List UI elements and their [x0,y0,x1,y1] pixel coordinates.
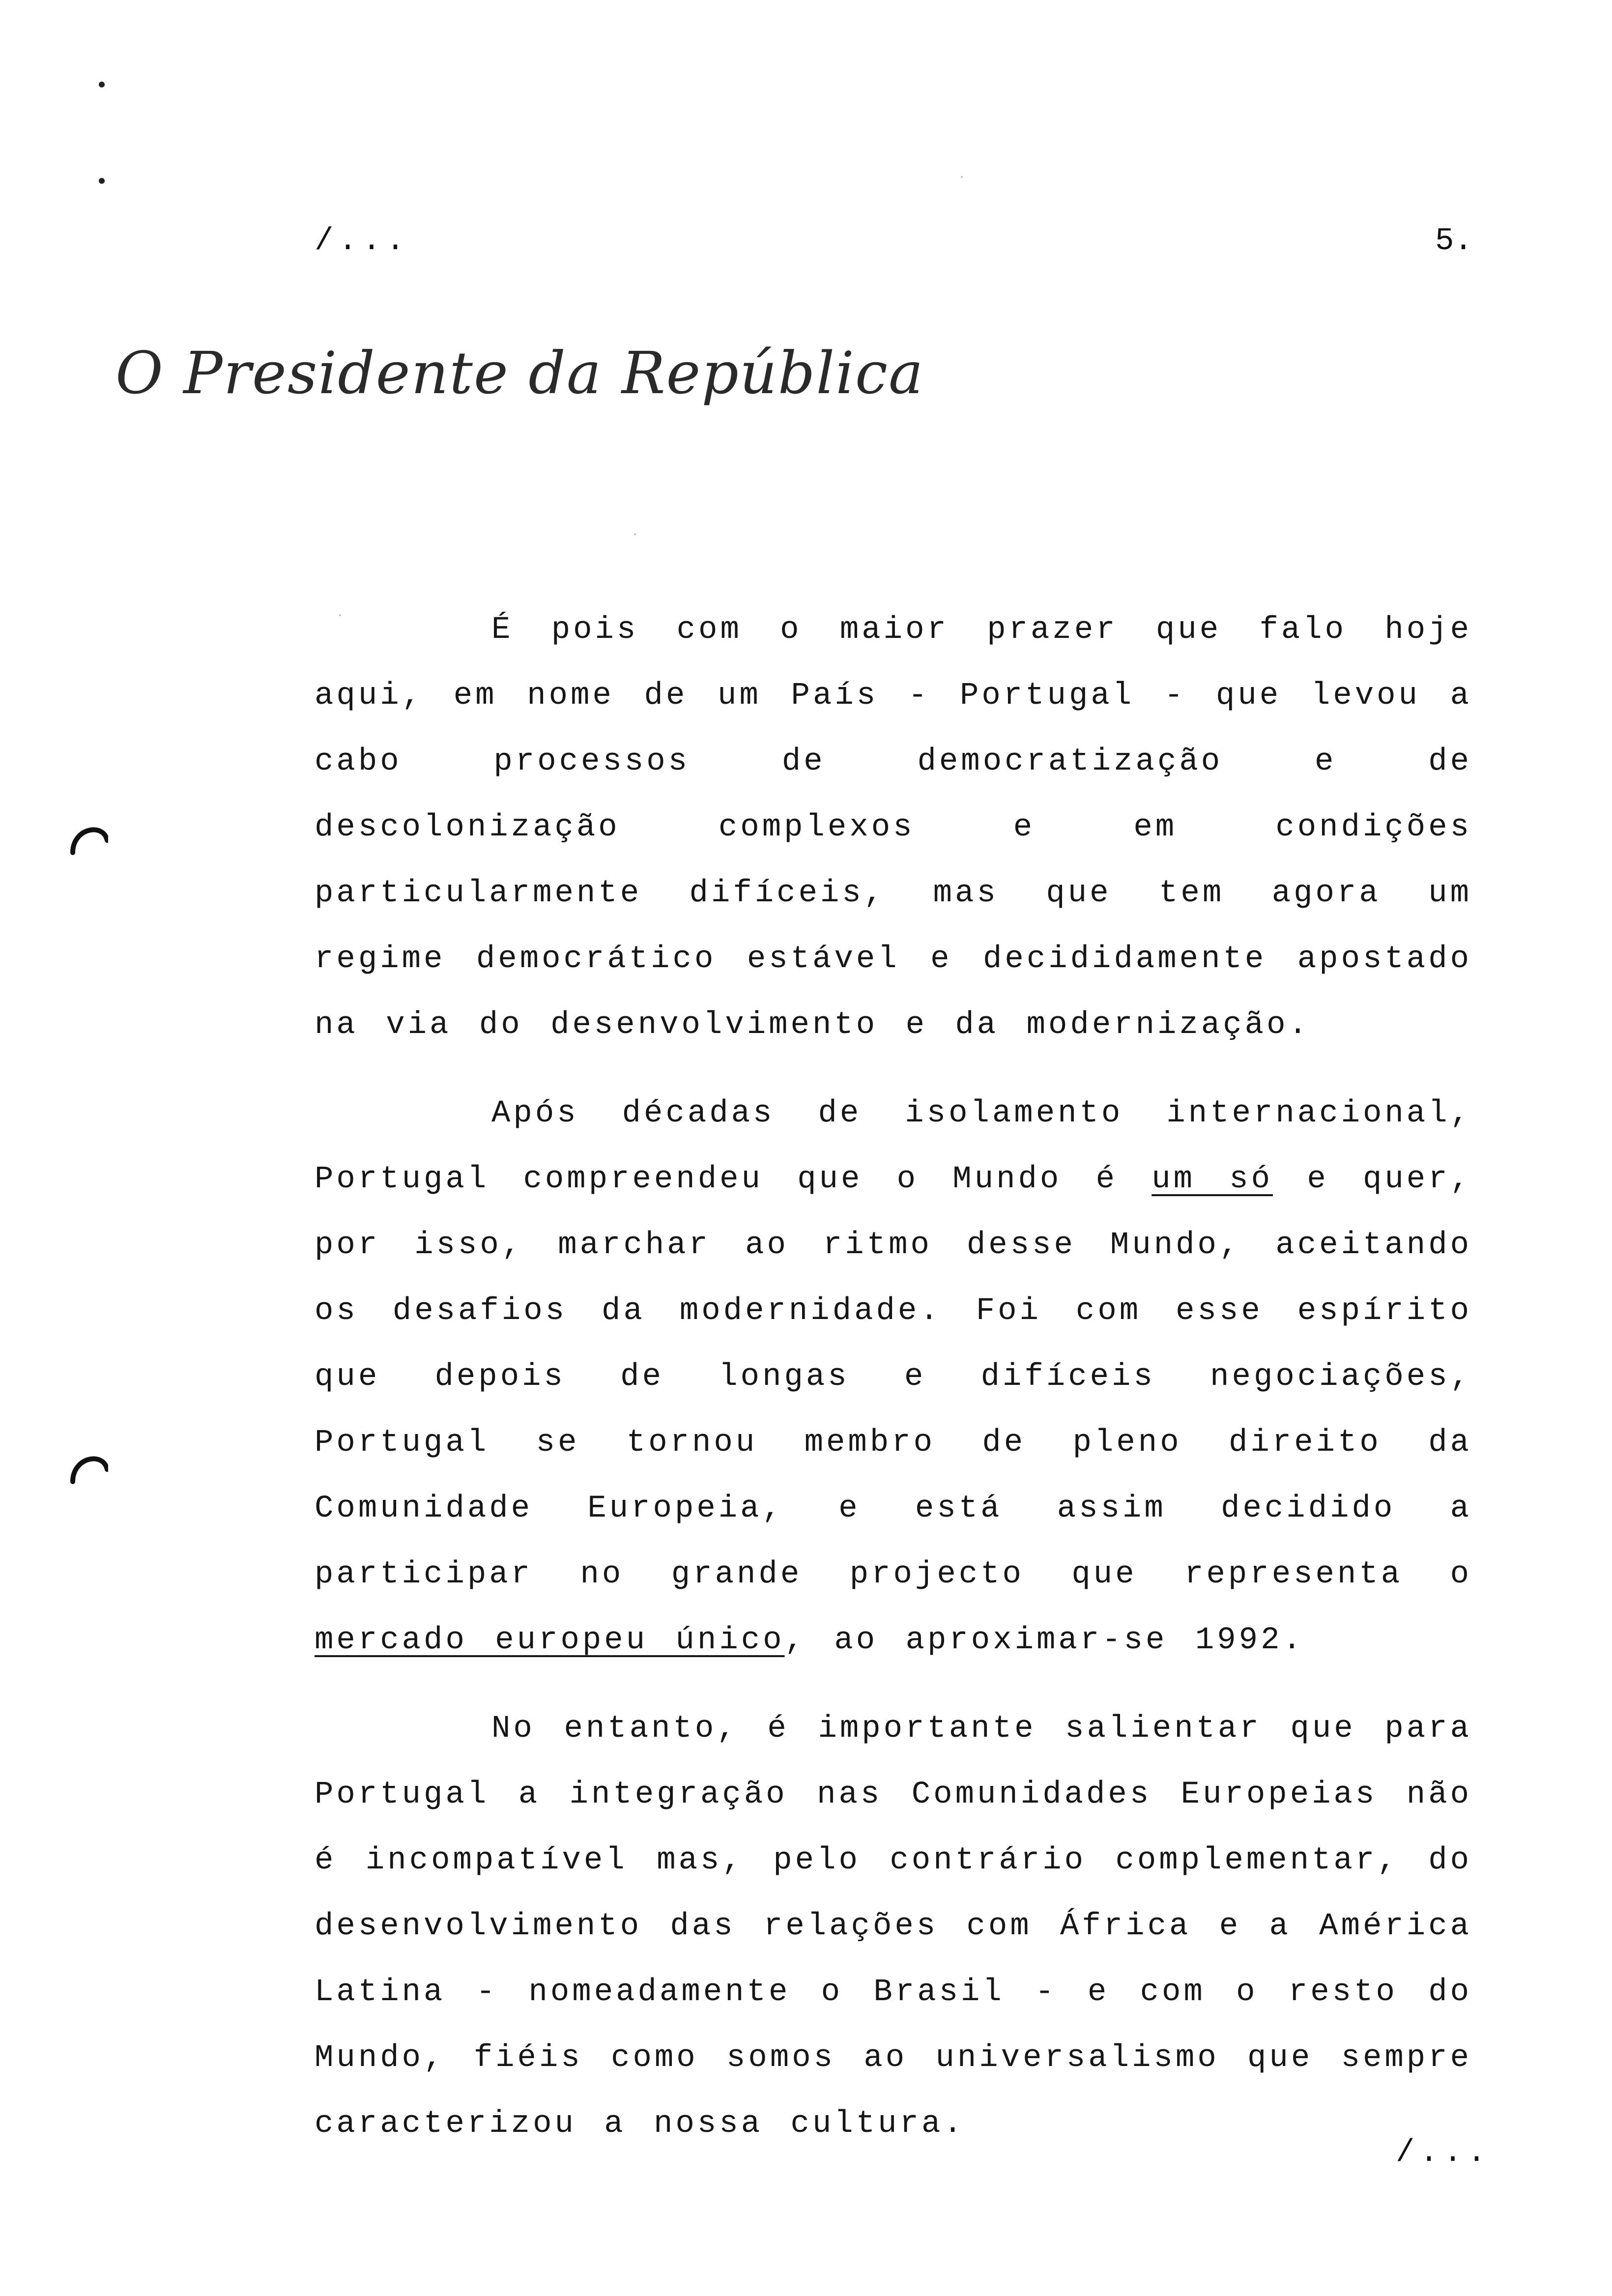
paragraph-2-text-c: , ao aproximar-se 1992. [784,1623,1304,1658]
margin-dot-icon [99,178,105,184]
paragraph-2-text-a: Após décadas de isolamento internacional, Portugal compreendeu que o Mundo é [315,1096,1472,1197]
arc-mark-icon [69,1447,108,1487]
paragraph-2-text-b: e quer, por isso, marchar ao ritmo desse Mundo, aceitando os desafios da modernidade. Foi com esse espírito que depois de longas e difíceis negociações, Portugal se tornou membro de pleno direito da Comunidade Europeia, e está assim decidido a participar no grande projecto que representa o [315,1162,1472,1592]
speck [961,176,963,178]
paragraph-1: É pois com o maior prazer que falo hoje aqui, em nome de um País - Portugal - que levou a cabo processos de democratização e de descolonização complexos e em condições particularmente difíceis, mas que tem agora um regime democrático estável e decididamente apostado na via do desenvolvimento e da modernização. [315,612,1472,1043]
underlined-phrase-um-so: um só [1151,1162,1273,1197]
body-text [315,597,1472,2180]
letterhead-title: O Presidente da República [115,339,924,407]
arc-mark-icon [69,818,108,858]
margin-dot-icon [99,82,105,87]
speck [634,533,636,535]
continuation-marker-bottom: /... [1396,2135,1491,2171]
paragraph-2 [315,1081,1472,1673]
page-number: 5. [1435,224,1473,259]
underlined-phrase-mercado-europeu-unico: mercado europeu único [315,1623,785,1658]
continuation-marker-top: /... [315,224,410,259]
paragraph-3: No entanto, é importante salientar que para Portugal a integração nas Comunidades Europeias não é incompatível mas, pelo contrário complementar, do desenvolvimento das relações com África e a América Latina - nomeadamente o Brasil - e com o resto do Mundo, fiéis como somos ao universalismo que sempre caracterizou a nossa cultura. [315,1711,1472,2142]
